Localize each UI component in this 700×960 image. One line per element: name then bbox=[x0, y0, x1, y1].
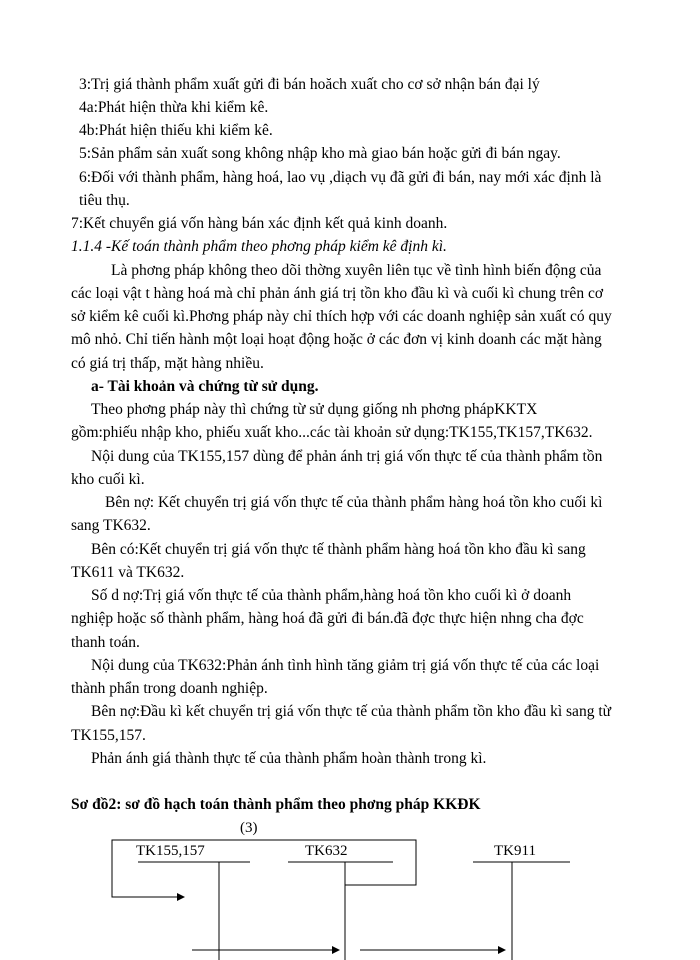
subsection-heading: a- Tài khoản và chứng từ sử dụng. bbox=[91, 378, 319, 395]
text-line: gồm:phiếu nhập kho, phiếu xuất kho...các tài khoản sử dụng:TK155,TK157,TK632. bbox=[71, 424, 593, 441]
text-line: các loại vật t hàng hoá mà chỉ phản ánh giá trị tồn kho đầu kì và cuối kì chung trên cơ bbox=[71, 285, 604, 302]
text-line: Số d nợ:Trị giá vốn thực tế của thành phẩm,hàng hoá tồn kho cuối kì ở doanh bbox=[91, 587, 572, 604]
text-line: TK155,157. bbox=[71, 727, 146, 744]
text-line: thành phẩn trong doanh nghiệp. bbox=[71, 680, 268, 697]
diagram-caption: Sơ đồ2: sơ đồ hạch toán thành phẩm theo phơng pháp KKĐK bbox=[71, 796, 481, 813]
text-line: 4b:Phát hiện thiếu khi kiểm kê. bbox=[79, 122, 273, 139]
text-line: tiêu thụ. bbox=[79, 192, 130, 209]
text-line: Bên nợ:Đầu kì kết chuyển trị giá vốn thực tế của thành phẩm tồn kho đầu kì sang từ bbox=[91, 703, 612, 720]
text-line: có giá trị thấp, mặt hàng nhiều. bbox=[71, 355, 264, 372]
text-line: Theo phơng pháp này thì chứng từ sử dụng giống nh phơng phápKKTX bbox=[91, 401, 538, 418]
account-label-tk632: TK632 bbox=[305, 843, 348, 859]
text-line: kho cuối kì. bbox=[71, 471, 145, 488]
text-line: sang TK632. bbox=[71, 517, 151, 534]
text-line: Nội dung của TK632:Phản ánh tình hình tăng giảm trị giá vốn thực tế của các loại bbox=[91, 657, 600, 674]
text-line: sở kiểm kê cuối kì.Phơng pháp này chỉ thích hợp với các doanh nghiệp sản xuất có quy bbox=[71, 308, 612, 325]
text-line: Bên nợ: Kết chuyển trị giá vốn thực tế của thành phẩm hàng hoá tồn kho cuối kì bbox=[105, 494, 603, 511]
flow-step-label: (3) bbox=[240, 820, 258, 836]
text-line: thanh toán. bbox=[71, 634, 140, 651]
text-line: 7:Kết chuyển giá vốn hàng bán xác định kết quả kinh doanh. bbox=[71, 215, 448, 232]
account-label-tk911: TK911 bbox=[494, 843, 536, 859]
text-line: Nội dung của TK155,157 dùng để phản ánh trị giá vốn thực tế của thành phẩm tồn bbox=[91, 448, 603, 465]
text-line: 5:Sản phẩm sản xuất song không nhập kho mà giao bán hoặc gửi đi bán ngay. bbox=[79, 145, 561, 162]
text-line: Bên có:Kết chuyển trị giá vốn thực tế thành phẩm hàng hoá tồn kho đầu kì sang bbox=[91, 541, 586, 558]
text-line: Phản ánh giá thành thực tế của thành phẩm hoàn thành trong kì. bbox=[91, 750, 487, 767]
text-line: mô nhỏ. Chỉ tiến hành một loại hoạt động hoặc ở các đơn vị kinh doanh các mặt hàng bbox=[71, 331, 602, 348]
text-line: Là phơng pháp không theo dõi thờng xuyên liên tục về tình hình biến động của bbox=[111, 262, 602, 279]
text-line: 6:Đối với thành phẩm, hàng hoá, lao vụ ,diạch vụ đã gửi đi bán, nay mới xác định là bbox=[79, 169, 602, 186]
text-line: 4a:Phát hiện thừa khi kiểm kê. bbox=[79, 99, 269, 116]
section-heading: 1.1.4 -Kế toán thành phẩm theo phơng pháp kiểm kê định kì. bbox=[71, 238, 447, 255]
text-line: nghiệp hoặc số thành phẩm, hàng hoá đã gửi đi bán.đã đợc thực hiện nhng cha đợc bbox=[71, 610, 584, 627]
account-label-tk155: TK155,157 bbox=[136, 843, 205, 859]
text-line: TK611 và TK632. bbox=[71, 564, 185, 581]
text-line: 3:Trị giá thành phẩm xuất gửi đi bán hoăch xuất cho cơ sở nhận bán đại lý bbox=[79, 76, 540, 93]
